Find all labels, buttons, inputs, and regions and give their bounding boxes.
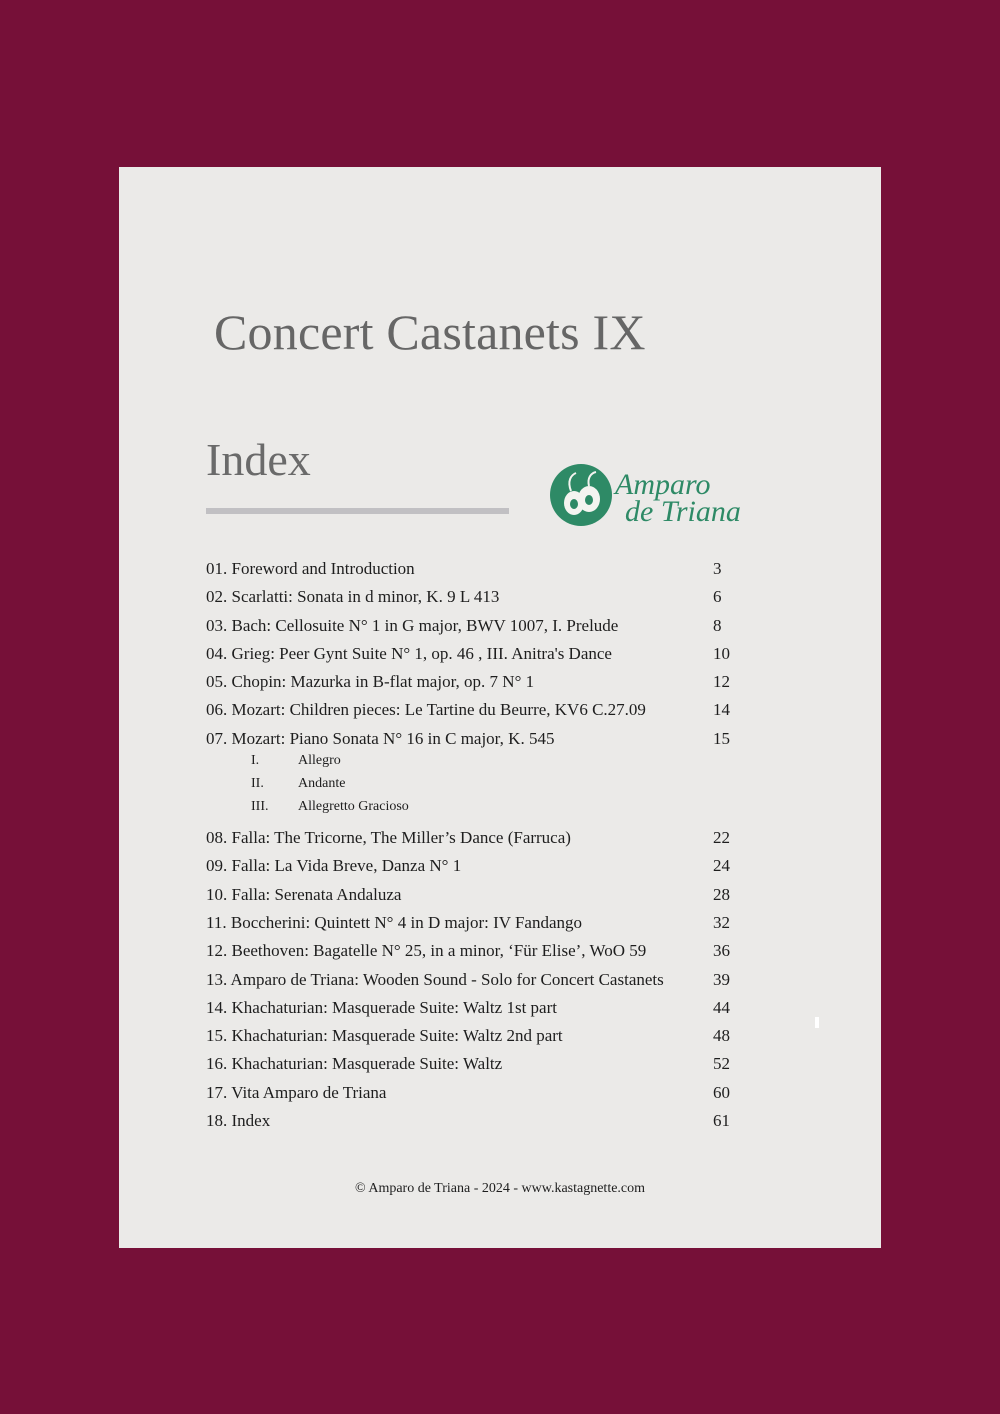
toc-entry (206, 585, 736, 613)
toc-subitem (206, 774, 736, 797)
toc-entry-label: 04. Grieg: Peer Gynt Suite N° 1, op. 46 , III. Anitra's Dance (206, 643, 612, 663)
document-title: Concert Castanets IX (214, 304, 646, 360)
toc-entry-page: 24 (713, 856, 730, 876)
toc-subitem (206, 751, 736, 774)
toc-entry-label: 10. Falla: Serenata Andaluza (206, 884, 402, 904)
index-heading-rule (206, 508, 509, 514)
toc-entry-page: 15 (713, 728, 730, 748)
toc-entry-label: 07. Mozart: Piano Sonata N° 16 in C major, K. 545 (206, 728, 555, 748)
toc-entry (206, 911, 736, 939)
toc-entry-label: 09. Falla: La Vida Breve, Danza N° 1 (206, 856, 462, 876)
toc-entry (206, 968, 736, 996)
toc-entry (206, 1081, 736, 1109)
toc-entry-page: 61 (713, 1111, 730, 1131)
toc-entry (206, 939, 736, 967)
toc-entry-page: 22 (713, 828, 730, 848)
toc-subitem-number: III. (251, 799, 269, 815)
toc-entry-label: 01. Foreword and Introduction (206, 559, 415, 578)
toc-entry-label: 15. Khachaturian: Masquerade Suite: Waltz 2nd part (206, 1026, 563, 1046)
toc-entry-label: 14. Khachaturian: Masquerade Suite: Waltz 1st part (206, 997, 557, 1017)
toc-entry-label: 11. Boccherini: Quintett N° 4 in D major: IV Fandango (206, 912, 583, 932)
toc-entry-page: 44 (713, 997, 730, 1017)
toc-entry-page: 36 (713, 941, 730, 961)
toc-subitem-label: Allegretto Gracioso (298, 799, 409, 815)
toc-entry-page: 28 (713, 884, 730, 904)
toc-subitem-number: I. (251, 753, 260, 769)
castanets-emblem-icon (549, 463, 613, 527)
toc-entry-label: 05. Chopin: Mazurka in B-flat major, op. 7 N° 1 (206, 672, 535, 692)
logo-text-line1: Amparo (615, 468, 711, 501)
toc-entry (206, 642, 736, 670)
toc-entry (206, 670, 736, 698)
toc-entry (206, 1052, 736, 1080)
toc-entry (206, 1109, 736, 1137)
toc-entry-label: 03. Bach: Cellosuite N° 1 in G major, BWV 1007, I. Prelude (206, 615, 619, 635)
toc-entry-page: 8 (713, 615, 722, 635)
toc-entry (206, 883, 736, 911)
toc-entry-page: 3 (713, 559, 722, 578)
toc-entry-page: 32 (713, 912, 730, 932)
toc-entry-page: 12 (713, 672, 730, 692)
decorative-mark (815, 1017, 819, 1028)
page-footer: © Amparo de Triana - 2024 - www.kastagnette.com (354, 1181, 646, 1196)
document-page (119, 167, 881, 1248)
toc-entry (206, 854, 736, 882)
toc-entry-page: 14 (713, 700, 730, 720)
toc-entry-page: 60 (713, 1082, 730, 1102)
toc-entry-page: 10 (713, 643, 730, 663)
toc-entry-label: 17. Vita Amparo de Triana (206, 1082, 387, 1102)
amparo-de-triana-logo (549, 463, 749, 533)
toc-subitem-label: Allegro (298, 753, 341, 769)
index-heading: Index (206, 434, 311, 485)
toc-entry-label: 18. Index (206, 1111, 271, 1131)
toc-entry-page: 6 (713, 587, 722, 607)
table-of-contents (206, 557, 736, 1137)
toc-entry (206, 698, 736, 726)
toc-subitems (206, 751, 736, 820)
toc-entry-label: 12. Beethoven: Bagatelle N° 25, in a minor, ‘Für Elise’, WoO 59 (206, 941, 647, 961)
toc-entry (206, 614, 736, 642)
toc-entry (206, 1024, 736, 1052)
toc-entry (206, 826, 736, 854)
toc-entry-page: 48 (713, 1026, 730, 1046)
toc-entry-label: 02. Scarlatti: Sonata in d minor, K. 9 L 413 (206, 587, 500, 607)
toc-entry (206, 557, 736, 585)
logo-text-line2: de Triana (625, 495, 741, 528)
toc-subitem-number: II. (251, 776, 264, 792)
toc-entry-label: 16. Khachaturian: Masquerade Suite: Waltz (206, 1054, 503, 1074)
toc-subitem-label: Andante (298, 776, 346, 792)
toc-entry-label: 13. Amparo de Triana: Wooden Sound - Solo for Concert Castanets (206, 969, 664, 989)
toc-entry-page: 39 (713, 969, 730, 989)
toc-entry (206, 996, 736, 1024)
toc-entry-page: 52 (713, 1054, 730, 1074)
toc-subitem (206, 797, 736, 820)
toc-entry-label: 08. Falla: The Tricorne, The Miller’s Dance (Farruca) (206, 828, 571, 848)
toc-entry-label: 06. Mozart: Children pieces: Le Tartine du Beurre, KV6 C.27.09 (206, 700, 646, 720)
